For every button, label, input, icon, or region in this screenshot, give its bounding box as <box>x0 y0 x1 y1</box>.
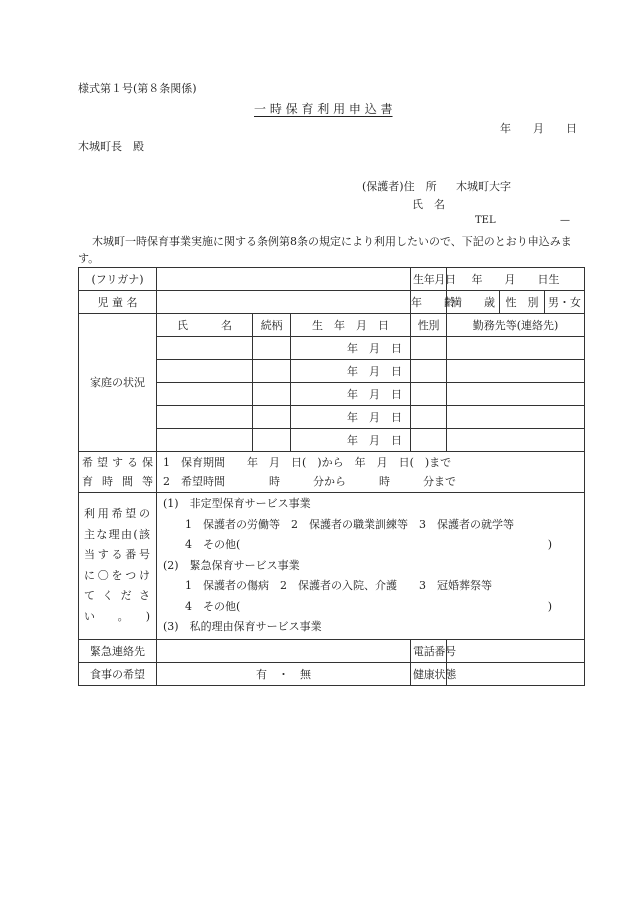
family-workplace-field[interactable] <box>447 383 585 406</box>
age-label: 年 齢 <box>411 291 447 314</box>
family-relation-field[interactable] <box>253 429 291 452</box>
reason-item-3[interactable]: (3) 私的理由保育サービス事業 <box>163 620 322 633</box>
sex-label: 性 別 <box>500 291 545 313</box>
reason-label: 利用希望の主な理由(該当する番号に〇をつけてください。) <box>84 507 151 623</box>
reason-item-1-options[interactable]: 1 保護者の労働等 2 保護者の職業訓練等 3 保護者の就学等 <box>185 517 514 531</box>
phone-field[interactable] <box>447 639 585 662</box>
hope-time-line[interactable]: 2 希望時間 時 分から 時 分まで <box>163 475 456 488</box>
family-sex-field[interactable] <box>411 337 447 360</box>
family-relation-field[interactable] <box>253 337 291 360</box>
emergency-row <box>79 639 585 662</box>
family-name-field[interactable] <box>157 383 253 406</box>
hope-row <box>79 452 585 493</box>
hope-content <box>157 452 585 493</box>
family-name-field[interactable] <box>157 360 253 383</box>
tel-dash: — <box>560 215 570 226</box>
hope-label <box>79 452 157 493</box>
birth-label: 生年月日 <box>411 268 447 291</box>
furigana-row <box>79 268 585 291</box>
application-table <box>78 267 585 686</box>
reason-item-2-other[interactable] <box>163 597 578 618</box>
family-birthdate-field[interactable]: 年 月 日 <box>291 406 411 429</box>
family-birthdate-field[interactable]: 年 月 日 <box>291 383 411 406</box>
sex-value[interactable]: 男・女 <box>548 296 581 309</box>
furigana-field[interactable] <box>157 268 411 291</box>
addressee: 木城町長 殿 <box>78 140 144 153</box>
family-section-label: 家庭の状況 <box>79 314 157 452</box>
reason-item-2[interactable]: (2) 緊急保育サービス事業 <box>163 558 300 572</box>
date-line: 年 月 日 <box>500 122 577 135</box>
meal-label: 食事の希望 <box>79 662 157 685</box>
health-label: 健康状態 <box>411 662 447 685</box>
emergency-field[interactable] <box>157 639 411 662</box>
family-sex-field[interactable] <box>411 406 447 429</box>
address-value: 木城町大字 <box>456 180 511 193</box>
reason-item-2-paren: ) <box>547 599 552 613</box>
family-header-relation: 続柄 <box>253 314 291 337</box>
reason-item-1-paren: ) <box>547 538 552 551</box>
hope-period-line[interactable]: 1 保育期間 年 月 日( )から 年 月 日( )まで <box>163 456 452 469</box>
family-sex-field[interactable] <box>411 429 447 452</box>
family-relation-field[interactable] <box>253 383 291 406</box>
emergency-label: 緊急連絡先 <box>79 639 157 662</box>
reason-item-2-options[interactable]: 1 保護者の傷病 2 保護者の入院、介護 3 冠婚葬祭等 <box>185 579 492 592</box>
hope-label-line1: 希望する保 <box>82 456 153 469</box>
meal-value[interactable]: 有 ・ 無 <box>157 662 411 685</box>
reason-item-2-other-text: 4 その他( <box>185 599 241 613</box>
child-name-field[interactable] <box>157 291 411 314</box>
phone-label: 電話番号 <box>411 639 447 662</box>
family-header-name: 氏 名 <box>157 314 253 337</box>
form-title: 一 時 保 育 利 用 申 込 書 <box>254 102 393 116</box>
child-name-row <box>79 291 585 314</box>
family-relation-field[interactable] <box>253 406 291 429</box>
reason-item-1-other[interactable] <box>163 535 578 556</box>
reason-label-cell <box>79 493 157 640</box>
age-sex-cell <box>447 291 585 314</box>
family-name-field[interactable] <box>157 406 253 429</box>
hope-label-line2: 育 時 間 等 <box>82 475 153 488</box>
reason-row <box>79 493 585 640</box>
tel-label: TEL <box>475 215 496 226</box>
health-field[interactable] <box>447 662 585 685</box>
child-name-label: 児 童 名 <box>79 291 157 314</box>
family-name-field[interactable] <box>157 429 253 452</box>
reason-content <box>157 493 585 640</box>
family-workplace-field[interactable] <box>447 406 585 429</box>
birth-value[interactable]: 年 月 日生 <box>447 268 585 291</box>
family-birthdate-field[interactable]: 年 月 日 <box>291 429 411 452</box>
family-header-workplace: 勤務先等(連絡先) <box>447 314 585 337</box>
meal-row <box>79 662 585 685</box>
form-number: 様式第１号(第８条関係) <box>78 82 197 95</box>
furigana-label: (フリガナ) <box>79 268 157 291</box>
family-sex-field[interactable] <box>411 360 447 383</box>
family-sex-field[interactable] <box>411 383 447 406</box>
family-workplace-field[interactable] <box>447 429 585 452</box>
family-header-row <box>79 314 585 337</box>
age-value[interactable]: 満 歳 <box>447 291 500 313</box>
family-birthdate-field[interactable]: 年 月 日 <box>291 337 411 360</box>
family-header-birthdate: 生 年 月 日 <box>291 314 411 337</box>
family-header-sex: 性別 <box>411 314 447 337</box>
family-workplace-field[interactable] <box>447 337 585 360</box>
family-relation-field[interactable] <box>253 360 291 383</box>
family-birthdate-field[interactable]: 年 月 日 <box>291 360 411 383</box>
address-label: (保護者)住 所 <box>362 180 437 193</box>
applicant-name-label: 氏 名 <box>412 198 445 211</box>
reason-item-1-other-text: 4 その他( <box>185 538 241 551</box>
statement: 木城町一時保育事業実施に関する条例第8条の規定により利用したいので、下記のとおり申込みます。 <box>78 235 572 265</box>
family-name-field[interactable] <box>157 337 253 360</box>
reason-item-1[interactable]: (1) 非定型保育サービス事業 <box>163 497 311 510</box>
family-workplace-field[interactable] <box>447 360 585 383</box>
